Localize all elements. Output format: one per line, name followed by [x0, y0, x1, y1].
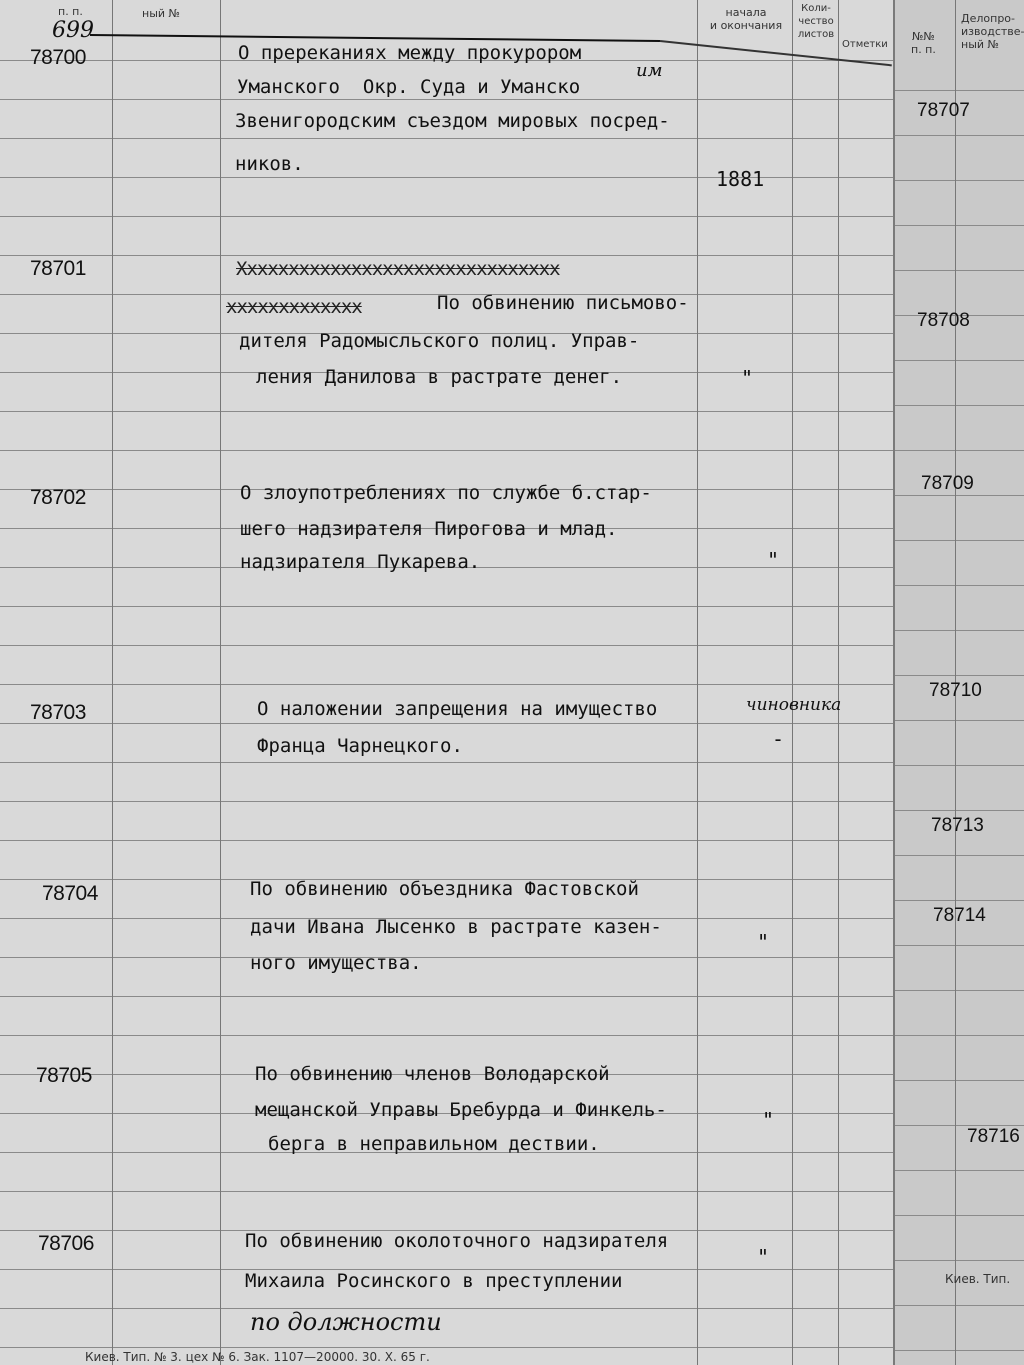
- entry-number: 78708: [917, 310, 970, 331]
- handwritten-note: им: [636, 60, 663, 81]
- entry-line: ников.: [235, 153, 304, 175]
- rule-line: [895, 90, 1024, 91]
- column-divider-5: [838, 0, 839, 1365]
- entry-number: 78716: [967, 1126, 1020, 1147]
- entry-line: берга в неправильном дествии.: [268, 1133, 600, 1155]
- header-col-notes: Отметки: [842, 39, 888, 50]
- entry-number: 78704: [42, 882, 98, 905]
- rule-line: [895, 225, 1024, 226]
- entry-line: По обвинению письмово-: [437, 292, 689, 314]
- entry-number: 78706: [38, 1232, 94, 1255]
- rule-line: [0, 645, 893, 646]
- rule-line: [895, 945, 1024, 946]
- printer-footer: Киев. Тип. № 3. цех № 6. Зак. 1107—20000. 30. X. 65 г.: [85, 1350, 430, 1364]
- rule-line: [895, 270, 1024, 271]
- rule-line: [0, 957, 893, 958]
- header-col-sheets: Коли- чество листов: [797, 3, 835, 40]
- entry-line: дителя Радомысльского полиц. Управ-: [239, 330, 640, 352]
- ditto-mark: ": [767, 548, 780, 572]
- entry-line: ления Данилова в растрате денег.: [256, 366, 623, 388]
- rule-line: [895, 675, 1024, 676]
- ditto-mark: -: [772, 727, 785, 751]
- rule-line: [0, 216, 893, 217]
- rule-line: [895, 1035, 1024, 1036]
- entry-year: 1881: [716, 167, 765, 191]
- rule-line: [895, 585, 1024, 586]
- entry-line: По обвинению объездника Фастовской: [250, 878, 639, 900]
- rule-line: [0, 1191, 893, 1192]
- rule-line: [0, 996, 893, 997]
- entry-line: Звенигородским съездом мировых посред-: [235, 110, 670, 132]
- rule-line: [895, 855, 1024, 856]
- rule-line: [895, 900, 1024, 901]
- rule-line: [895, 990, 1024, 991]
- right-ledger-page: [893, 0, 1024, 1365]
- rule-line: [895, 1080, 1024, 1081]
- entry-line: Франца Чарнецкого.: [257, 735, 463, 757]
- rule-line: [0, 606, 893, 607]
- rule-line: [0, 411, 893, 412]
- rule-line: [0, 840, 893, 841]
- rule-line: [895, 540, 1024, 541]
- rule-line: [0, 1308, 893, 1309]
- printer-footer: Киев. Тип.: [945, 1272, 1011, 1286]
- entry-number: 78705: [36, 1064, 92, 1087]
- header-col-num2: ный №: [142, 7, 180, 20]
- rule-line: [0, 684, 893, 685]
- header-col-dates: начала и окончания: [709, 6, 783, 32]
- column-divider-4: [792, 0, 793, 1365]
- rule-line: [0, 1347, 893, 1348]
- rule-line: [895, 180, 1024, 181]
- entry-line: По обвинению членов Володарской: [255, 1063, 610, 1085]
- rule-line: [895, 495, 1024, 496]
- ditto-mark: ": [762, 1108, 775, 1132]
- struck-text: Ххххххххххххххххххххххххххххххх: [236, 258, 560, 280]
- ditto-mark: ": [757, 930, 770, 954]
- entry-number: 78710: [929, 680, 982, 701]
- entry-line: О пререканиях между прокурором: [238, 42, 582, 64]
- struck-number-note: 699: [52, 18, 94, 43]
- rule-line: [895, 630, 1024, 631]
- entry-number: 78713: [931, 815, 984, 836]
- column-divider-2: [220, 0, 221, 1365]
- entry-line: Уманского Окр. Суда и Уманско: [237, 76, 581, 98]
- rule-line: [895, 1350, 1024, 1351]
- rule-line: [0, 801, 893, 802]
- rule-line: [895, 360, 1024, 361]
- entry-number: 78707: [917, 100, 970, 121]
- column-divider-1: [112, 0, 113, 1365]
- rule-line: [895, 405, 1024, 406]
- rule-line: [0, 1035, 893, 1036]
- entry-line: ного имущества.: [250, 952, 422, 974]
- entry-line: мещанской Управы Бребурда и Финкель-: [255, 1099, 667, 1121]
- entry-number: 78702: [30, 486, 86, 509]
- ditto-mark: ": [741, 366, 754, 390]
- rule-line: [895, 135, 1024, 136]
- entry-line: О злоупотреблениях по службе б.стар-: [240, 482, 652, 504]
- rule-line: [0, 450, 893, 451]
- entry-line: шего надзирателя Пирогова и млад.: [240, 518, 618, 540]
- entry-line: надзирателя Пукарева.: [240, 551, 481, 573]
- rule-line: [895, 720, 1024, 721]
- struck-text: ххххххххххххх: [226, 296, 362, 318]
- header-col-num: п. п.: [58, 5, 83, 18]
- rule-line: [895, 1170, 1024, 1171]
- entry-number: 78703: [30, 701, 86, 724]
- column-divider-3: [697, 0, 698, 1365]
- rule-line: [0, 255, 893, 256]
- rule-line: [895, 765, 1024, 766]
- entry-line: По обвинению околоточного надзирателя: [245, 1230, 669, 1252]
- entry-number: 78701: [30, 257, 86, 280]
- rule-line: [895, 1260, 1024, 1261]
- handwritten-note: чиновника: [746, 695, 842, 715]
- rule-line: [895, 450, 1024, 451]
- header-col-case: Делопро- изводстве- ный №: [961, 12, 1024, 51]
- ditto-mark: ": [757, 1245, 770, 1269]
- handwritten-note: по должности: [250, 1308, 442, 1336]
- entry-number: 78700: [30, 46, 86, 69]
- header-col-num: №№ п. п.: [911, 30, 936, 56]
- entry-number: 78714: [933, 905, 986, 926]
- entry-number: 78709: [921, 473, 974, 494]
- rule-line: [895, 1215, 1024, 1216]
- rule-line: [895, 1305, 1024, 1306]
- entry-line: дачи Ивана Лысенко в растрате казен-: [250, 916, 662, 938]
- entry-line: О наложении запрещения на имущество: [257, 698, 658, 720]
- rule-line: [895, 810, 1024, 811]
- entry-line: Михаила Росинского в преступлении: [245, 1270, 623, 1292]
